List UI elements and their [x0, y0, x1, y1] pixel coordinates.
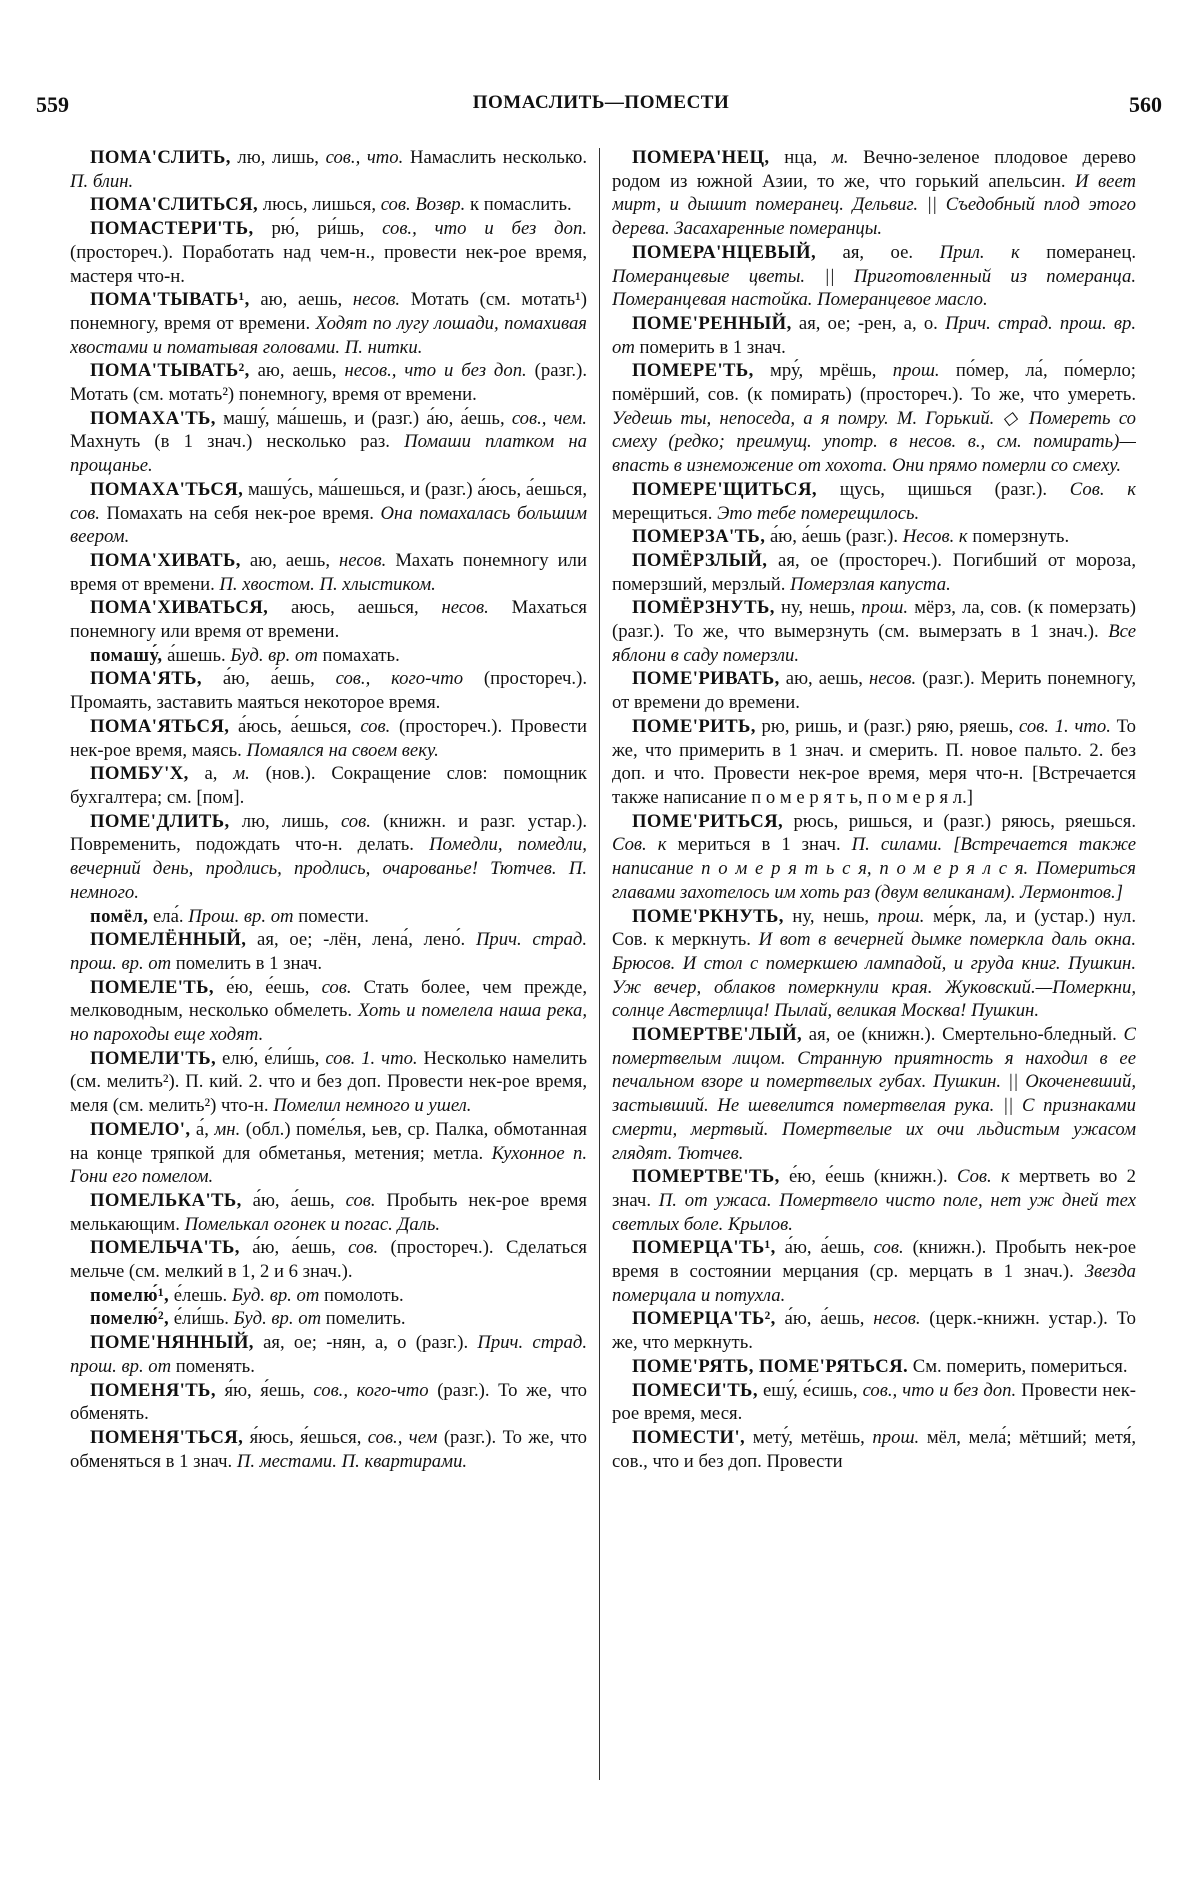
grammar-label: Буд. вр. от	[231, 1284, 320, 1306]
grammar-info: а́юсь, а́ешься,	[229, 715, 361, 737]
grammar-label: несов.	[339, 549, 387, 571]
headword: ПОМЕ'РИТЬ,	[632, 715, 756, 737]
headword: ПОМЕ'РЯТЬ, ПОМЕ'РЯТЬСЯ.	[632, 1355, 909, 1377]
dictionary-entry	[70, 810, 587, 905]
definition-text: См. померить, помериться.	[912, 1355, 1128, 1377]
dictionary-entry	[612, 359, 1136, 478]
headword: ПОМЕ'РЕННЫЙ,	[632, 312, 792, 334]
grammar-label: прош.	[892, 360, 940, 382]
definition-text: Махнуть (в 1 знач.) несколько раз.	[70, 431, 405, 453]
grammar-label: Буд. вр. от	[230, 644, 318, 666]
dictionary-entry	[612, 478, 1136, 525]
dictionary-entry	[612, 1236, 1136, 1307]
grammar-label: прош.	[877, 905, 925, 927]
grammar-info: а́ю, а́ешь,	[201, 668, 336, 690]
example-text: П. хвостом. П. хлыстиком.	[219, 573, 436, 595]
headword: помашу́,	[90, 644, 163, 666]
headword: ПОМЕНЯ'ТЬСЯ,	[90, 1426, 244, 1448]
definition-text: (нов.). Сокращение слов: помощник бухгалтера; см. [пом].	[70, 763, 587, 808]
dictionary-entry	[612, 525, 1136, 549]
grammar-label: несов.	[352, 289, 401, 311]
dictionary-entry	[70, 288, 587, 359]
right-page-number: 560	[1129, 92, 1162, 117]
headword: ПОМЕРЗА'ТЬ,	[632, 526, 766, 548]
dictionary-entry	[70, 407, 587, 478]
grammar-info: а́ю, а́ешь,	[239, 1237, 349, 1259]
column-divider	[599, 148, 600, 1780]
grammar-info: машу́, ма́шешь, и (разг.) а́ю, а́ешь,	[215, 407, 512, 429]
grammar-info: мету́, метёшь,	[745, 1426, 873, 1448]
grammar-label: несов.	[873, 1308, 921, 1330]
dictionary-entry	[70, 1379, 587, 1426]
headword: ПОМЕСИ'ТЬ,	[632, 1379, 758, 1401]
headword: ПОМЕСТИ',	[632, 1426, 746, 1448]
dictionary-entry	[70, 1426, 587, 1473]
example-text: Звезда померцала и потухла.	[612, 1261, 1136, 1306]
example-text: Все яблони в саду померзли.	[612, 621, 1136, 666]
definition-text: (простореч.). Провести нек-рое время, маясь.	[70, 715, 587, 761]
headword: помелю́¹,	[90, 1284, 170, 1306]
definition-text: (простореч.). Сделаться мельче (см. мелкий в 1, 2 и 6 знач.).	[70, 1237, 587, 1283]
headword: ПОМЁРЗНУТЬ,	[632, 597, 775, 619]
headword: ПОМЕ'РИВАТЬ,	[632, 668, 780, 690]
grammar-label: сов.	[345, 1189, 376, 1211]
example-text: Помелил немного и ушел.	[273, 1095, 472, 1117]
dictionary-entry	[612, 596, 1136, 667]
definition-text: (книжн. и разг. устар.). Повременить, подождать что-н. делать.	[70, 810, 587, 856]
grammar-info: а,	[188, 763, 234, 785]
definition-text: Стать более, чем прежде, мелководным, несколько обмелеть.	[70, 976, 587, 1022]
dictionary-entry	[70, 1236, 587, 1283]
grammar-info: аю, аешь,	[779, 668, 869, 690]
headword: ПОМЕНЯ'ТЬ,	[90, 1379, 216, 1401]
example-text: П. блин.	[70, 170, 134, 192]
headword: ПОМЕРЕ'ЩИТЬСЯ,	[632, 478, 817, 500]
grammar-label: м.	[831, 147, 849, 168]
dictionary-entry	[70, 976, 587, 1047]
definition-text: (церк.-книжн. устар.). То же, что меркнуть.	[612, 1308, 1136, 1354]
definition-text: помелить.	[321, 1308, 406, 1330]
grammar-info: я́юсь, я́ешься,	[243, 1426, 368, 1448]
headword: ПОМЕЛО',	[90, 1118, 191, 1140]
page-header	[0, 92, 1202, 126]
grammar-label: сов., кого-что	[335, 668, 464, 690]
dictionary-entry	[70, 359, 587, 406]
headword: ПОМЕРА'НЦЕВЫЙ,	[632, 241, 817, 263]
grammar-label: сов., что.	[325, 147, 404, 168]
grammar-label: сов., чем.	[511, 407, 587, 429]
dictionary-entry	[70, 1284, 587, 1308]
dictionary-entry	[612, 1307, 1136, 1354]
grammar-label: прош.	[872, 1426, 920, 1448]
definition-text: помахать.	[317, 644, 400, 666]
example-text: С помертвелым лицом. Странную приятность я находил в ее печальном взоре и помертвелых губах. Пушкин. || Окоченевший, застывший. Не шевелится помертвелая рука. || С признаками смерти, мертвый. Помертвелые их очи льдистым ужасом глядят. Тютчев.	[612, 1024, 1136, 1164]
grammar-info: ая, ое; -лён, лена́, лено́.	[246, 929, 476, 951]
dictionary-entry	[70, 596, 587, 643]
grammar-label: сов.	[340, 810, 371, 832]
dictionary-entry	[70, 478, 587, 549]
definition-text: померанец.	[1019, 241, 1136, 263]
definition-text: (разг.). То же, что обменять.	[70, 1379, 587, 1425]
dictionary-entry	[70, 217, 587, 288]
grammar-info: рюсь, ришься, и (разг.) ряюсь, ряешься.	[783, 810, 1136, 832]
grammar-info: ая, ое; -рен, а, о.	[791, 312, 946, 334]
left-column	[70, 146, 587, 1786]
headword: помелю́²,	[90, 1308, 170, 1330]
grammar-label: Сов. к	[612, 834, 667, 856]
grammar-label: прош.	[861, 597, 909, 619]
dictionary-entry	[70, 1189, 587, 1236]
example-text: Хоть и помелела наша река, но пароходы еще ходят.	[70, 1000, 587, 1046]
dictionary-entry	[70, 762, 587, 809]
definition-text: Погибший от мороза, померзший, мерзлый.	[612, 549, 1136, 595]
headword: ПОМЕРТВЕ'ЛЫЙ,	[632, 1024, 803, 1046]
definition-text: мерещиться.	[612, 502, 718, 524]
dictionary-entry	[612, 1355, 1136, 1379]
grammar-label: сов.	[348, 1237, 379, 1259]
grammar-label: сов.	[360, 715, 391, 737]
headword: ПОМЕРЦА'ТЬ¹,	[632, 1237, 776, 1259]
dictionary-entry	[612, 1023, 1136, 1165]
dictionary-entry	[612, 549, 1136, 596]
definition-text: (разг.). То же, что обменяться в 1 знач.	[70, 1426, 587, 1472]
dictionary-entry	[70, 644, 587, 668]
definition-text: Провести нек-рое время, меся.	[612, 1379, 1136, 1425]
definition-text: мёл, мела́; мётший; метя́, сов., что и без доп. Провести	[612, 1426, 1136, 1472]
grammar-label: сов. 1. что.	[1019, 715, 1111, 737]
definition-text: (обл.) поме́лья, ьев, ср. Палка, обмотанная на конце тряпкой для обметанья, метения; метла.	[70, 1118, 587, 1164]
grammar-info: аю, аешь,	[249, 289, 353, 311]
grammar-info: машу́сь, ма́шешься, и (разг.) а́юсь, а́ешься,	[243, 478, 587, 500]
headword: помёл,	[90, 905, 149, 927]
headword: ПОМЕ'ДЛИТЬ,	[90, 810, 230, 832]
grammar-info: лю, лишь,	[229, 810, 341, 832]
definition-text: помелить в 1 знач.	[171, 952, 323, 974]
grammar-info: е́лешь.	[169, 1284, 232, 1306]
grammar-label: сов., что и без доп.	[382, 218, 587, 240]
grammar-label: сов.	[321, 976, 352, 998]
example-text: Кухонное п. Гони его помелом.	[70, 1142, 587, 1188]
headword: ПОМЕЛЬЧА'ТЬ,	[90, 1237, 240, 1259]
grammar-label: Прич. страд. прош. вр. от	[70, 1332, 587, 1377]
example-text: Помаялся на своем веку.	[246, 739, 439, 761]
headword: ПОМА'ЯТЬСЯ,	[90, 715, 230, 737]
definition-text: Махать понемногу или время от времени.	[70, 549, 587, 595]
dictionary-entry	[70, 1331, 587, 1378]
example-text: П. от ужаса. Помертвело чисто поле, нет уж дней тех светлых боле. Крылов.	[612, 1189, 1136, 1235]
headword: ПОМАСТЕРИ'ТЬ,	[90, 218, 254, 240]
grammar-info: рю́, ри́шь,	[253, 218, 383, 240]
grammar-info: а́ю, а́ешь (разг.).	[765, 526, 903, 548]
definition-text: (простореч.). Промаять, заставить маяться некоторое время.	[70, 668, 587, 714]
example-text: Помаши платком на прощанье.	[70, 431, 587, 477]
grammar-info: я́ю, я́ешь,	[215, 1379, 314, 1401]
headword: ПОМЕЛЕ'ТЬ,	[90, 976, 214, 998]
headword: ПОМЕ'НЯННЫЙ,	[90, 1332, 254, 1354]
grammar-label: сов.	[70, 502, 100, 524]
definition-text: Махаться понемногу или время от времени.	[70, 597, 587, 643]
definition-text: помести.	[293, 905, 369, 927]
grammar-label: сов., кого-что	[313, 1379, 429, 1401]
dictionary-entry	[70, 1047, 587, 1118]
example-text: П. местами. П. квартирами.	[236, 1450, 468, 1472]
dictionary-entry	[70, 146, 587, 193]
example-text: Померзлая капуста.	[790, 573, 951, 595]
headword: ПОМА'СЛИТЬСЯ,	[90, 194, 259, 216]
grammar-info: а́ю, а́ешь,	[775, 1308, 874, 1330]
definition-text: Мотать (см. мотать¹) понемногу, время от времени.	[70, 289, 587, 334]
example-text: Уедешь ты, непоседа, а я помру. М. Горький. ◇ Помереть со смеху (редко; преимущ. употр. в несов. в., см. помирать)—впасть в изнеможение от хохота. Они прямо померли со смеху.	[612, 407, 1136, 477]
definition-text: Помахать на себя нек-рое время.	[99, 502, 381, 524]
definition-text: к помаслить.	[465, 194, 572, 216]
grammar-info: люсь, лишься,	[258, 194, 381, 216]
dictionary-entry	[70, 1307, 587, 1331]
definition-text: Вечно-зеленое плодовое дерево родом из южной Азии, то же, что горький апельсин.	[612, 147, 1136, 192]
headword: ПОМБУ'Х,	[90, 763, 189, 785]
dictionary-entry	[70, 905, 587, 929]
grammar-label: Несов. к	[902, 526, 968, 548]
dictionary-entry	[612, 1165, 1136, 1236]
grammar-info: ая, ое; -нян, а, о (разг.).	[253, 1332, 478, 1354]
definition-text: мёрз, ла, сов. (к померзать) (разг.). То же, что вымерзнуть (см. вымерзать в 1 знач.).	[612, 597, 1136, 643]
example-text: П. силами. [Встречается также написание п о м е р я т ь с я, п о м е р я л с я. Помериться главами захотелось им хоть раз (двум великанам). Лермонтов.]	[612, 834, 1136, 903]
example-text: Она помахалась большим веером.	[70, 502, 587, 548]
dictionary-entry	[612, 146, 1136, 241]
definition-text: померить в 1 знач.	[634, 336, 786, 358]
example-text: Это тебе померещилось.	[717, 502, 920, 524]
definition-text: по́мер, ла́, по́мерло; помёрший, сов. (к помирать) (простореч.). То же, что умереть.	[612, 360, 1136, 406]
grammar-info: е́ли́шь.	[169, 1308, 234, 1330]
definition-text: (книжн.). Пробыть нек-рое время в состоянии мерцания (ср. мерцать в 1 знач.).	[612, 1237, 1136, 1283]
grammar-info: щусь, щишься (разг.).	[816, 478, 1070, 500]
headword: ПОМА'ХИВАТЬ,	[90, 549, 241, 571]
grammar-info: нца,	[769, 147, 832, 168]
grammar-label: несов.	[868, 668, 917, 690]
grammar-info: е́ю, е́ешь,	[214, 976, 322, 998]
headword: ПОМЕЛЬКА'ТЬ,	[90, 1189, 242, 1211]
headword: ПОМА'ХИВАТЬСЯ,	[90, 597, 269, 619]
definition-text: поменять.	[171, 1355, 255, 1377]
definition-text: помолоть.	[319, 1284, 404, 1306]
grammar-info: е́ю, е́ешь (книжн.).	[779, 1166, 957, 1188]
grammar-label: Прич. страд. прош. вр. от	[612, 312, 1136, 358]
headword: ПОМАХА'ТЬСЯ,	[90, 478, 244, 500]
definition-text: Смертельно-бледный.	[942, 1024, 1124, 1046]
grammar-label: Прич. страд. прош. вр. от	[70, 929, 587, 974]
definition-text: мериться в 1 знач.	[666, 834, 852, 856]
grammar-info: а́,	[190, 1118, 215, 1140]
grammar-label: м.	[233, 763, 250, 785]
headword: ПОМЕЛЁННЫЙ,	[90, 929, 247, 951]
left-page-number: 559	[36, 92, 69, 117]
dictionary-entry	[70, 715, 587, 762]
headword: ПОМЕРЦА'ТЬ²,	[632, 1308, 776, 1330]
example-text: И вот в вечерней дымке померкла даль окна. Брюсов. И стол с померкшею лампадой, и груда книг. Пушкин. Уж вечер, облаков померкнули края. Жуковский.—Померкни, солнце Австерлица! Пылай, великая Москва! Пушкин.	[612, 929, 1136, 1022]
headword: ПОМЕЛИ'ТЬ,	[90, 1047, 217, 1069]
grammar-label: сов.	[873, 1237, 904, 1259]
dictionary-entry	[612, 312, 1136, 359]
dictionary-entry	[612, 241, 1136, 312]
grammar-info: лю, лишь,	[230, 147, 326, 168]
example-text: Померанцевые цветы. || Приготовленный из померанца. Померанцевая настойка. Померанцевое масло.	[612, 265, 1136, 311]
headword: ПОМЁРЗЛЫЙ,	[632, 549, 768, 571]
grammar-info: аюсь, аешься,	[268, 597, 442, 619]
grammar-info: ая, ое (книжн.).	[802, 1024, 943, 1046]
definition-text: То же, что примерить в 1 знач. и смерить. П. новое пальто. 2. без доп. и что. Провести нек-рое время, меря что-н. [Встречается также написание п о м е р я т ь, п о м е р я л.]	[612, 715, 1136, 808]
grammar-label: несов.	[441, 597, 489, 619]
definition-text: (разг.). Мерить понемногу, от времени до времени.	[612, 668, 1136, 714]
grammar-label: несов., что и без доп.	[344, 360, 527, 382]
definition-text: Несколько намелить (см. мелить²). П. кий. 2. что и без доп. Провести нек-рое время, меля (см. мелить²) что-н.	[70, 1047, 587, 1117]
dictionary-entry	[70, 1118, 587, 1189]
grammar-label: Сов. к	[1069, 478, 1136, 500]
grammar-label: Прош. вр. от	[188, 905, 294, 927]
grammar-info: ая, ое.	[816, 241, 940, 263]
dictionary-entry	[70, 667, 587, 714]
dictionary-entry	[70, 549, 587, 596]
headword: ПОМА'ЯТЬ,	[90, 668, 202, 690]
definition-text: Пробыть нек-рое время мелькающим.	[70, 1189, 587, 1235]
example-text: И веет мирт, и дышит померанец. Дельвиг. || Съедобный плод этого дерева. Засахаренные померанцы.	[612, 170, 1136, 240]
grammar-label: сов. Возвр.	[380, 194, 466, 216]
definition-text: (простореч.). Поработать над чем-н., провести нек-рое время, мастеря что-н.	[70, 241, 587, 287]
headword: ПОМЕРТВЕ'ТЬ,	[632, 1166, 780, 1188]
dictionary-entry	[612, 905, 1136, 1024]
dictionary-entry	[612, 715, 1136, 810]
definition-text: померзнуть.	[967, 526, 1070, 548]
example-text: Ходят по лугу лошади, помахивая хвостами и поматывая головами. П. нитки.	[70, 312, 587, 358]
grammar-info: ну, нешь,	[783, 905, 878, 927]
grammar-info: а́шешь.	[162, 644, 231, 666]
headword: ПОМАХА'ТЬ,	[90, 407, 216, 429]
grammar-info: ая, ое (простореч.).	[767, 549, 953, 571]
grammar-label: мн.	[214, 1118, 241, 1140]
grammar-info: елю́, е́ли́шь,	[216, 1047, 326, 1069]
example-text: Помелькал огонек и погас. Даль.	[184, 1213, 441, 1235]
headword: ПОМЕ'РКНУТЬ,	[632, 905, 784, 927]
headword: ПОМА'ТЫВАТЬ²,	[90, 360, 250, 382]
grammar-info: а́ю, а́ешь,	[241, 1189, 346, 1211]
dictionary-entry	[70, 193, 587, 217]
headword: ПОМЕРЕ'ТЬ,	[632, 360, 754, 382]
dictionary-entry	[70, 928, 587, 975]
grammar-info: аю, аешь,	[249, 360, 345, 382]
grammar-info: а́ю, а́ешь,	[775, 1237, 874, 1259]
grammar-info: ела́.	[148, 905, 189, 927]
headword: ПОМА'ТЫВАТЬ¹,	[90, 289, 250, 311]
example-text: Помедли, помедли, вечерний день, продлись, продлись, очарованье! Тютчев. П. немного.	[70, 834, 587, 903]
dictionary-entry	[612, 1426, 1136, 1473]
right-column	[612, 146, 1136, 1786]
grammar-info: рю, ришь, и (разг.) ряю, ряешь,	[755, 715, 1019, 737]
grammar-label: Прил. к	[939, 241, 1020, 263]
dictionary-entry	[612, 810, 1136, 905]
definition-text: (разг.). Мотать (см. мотать²) понемногу, время от времени.	[70, 360, 587, 406]
headword: ПОМЕРА'НЕЦ,	[632, 147, 770, 168]
running-title: ПОМАСЛИТЬ—ПОМЕСТИ	[472, 92, 730, 113]
dictionary-entry	[612, 1379, 1136, 1426]
dictionary-entry	[612, 667, 1136, 714]
grammar-label: Буд. вр. от	[233, 1308, 322, 1330]
definition-text: ме́рк, ла, и (устар.) нул. Сов. к меркнуть.	[612, 905, 1136, 951]
grammar-info: ешу́, е́сишь,	[757, 1379, 863, 1401]
grammar-label: сов., что и без доп.	[862, 1379, 1017, 1401]
grammar-label: Сов. к	[957, 1166, 1010, 1188]
grammar-label: сов. 1. что.	[325, 1047, 418, 1069]
grammar-label: сов., чем	[367, 1426, 438, 1448]
grammar-info: мру́, мрёшь,	[753, 360, 893, 382]
grammar-info: аю, аешь,	[240, 549, 340, 571]
headword: ПОМЕ'РИТЬСЯ,	[632, 810, 784, 832]
grammar-info: ну, нешь,	[774, 597, 862, 619]
headword: ПОМА'СЛИТЬ,	[90, 147, 231, 168]
definition-text: Намаслить несколько.	[403, 147, 587, 168]
definition-text: мертветь во 2 знач.	[612, 1166, 1136, 1211]
